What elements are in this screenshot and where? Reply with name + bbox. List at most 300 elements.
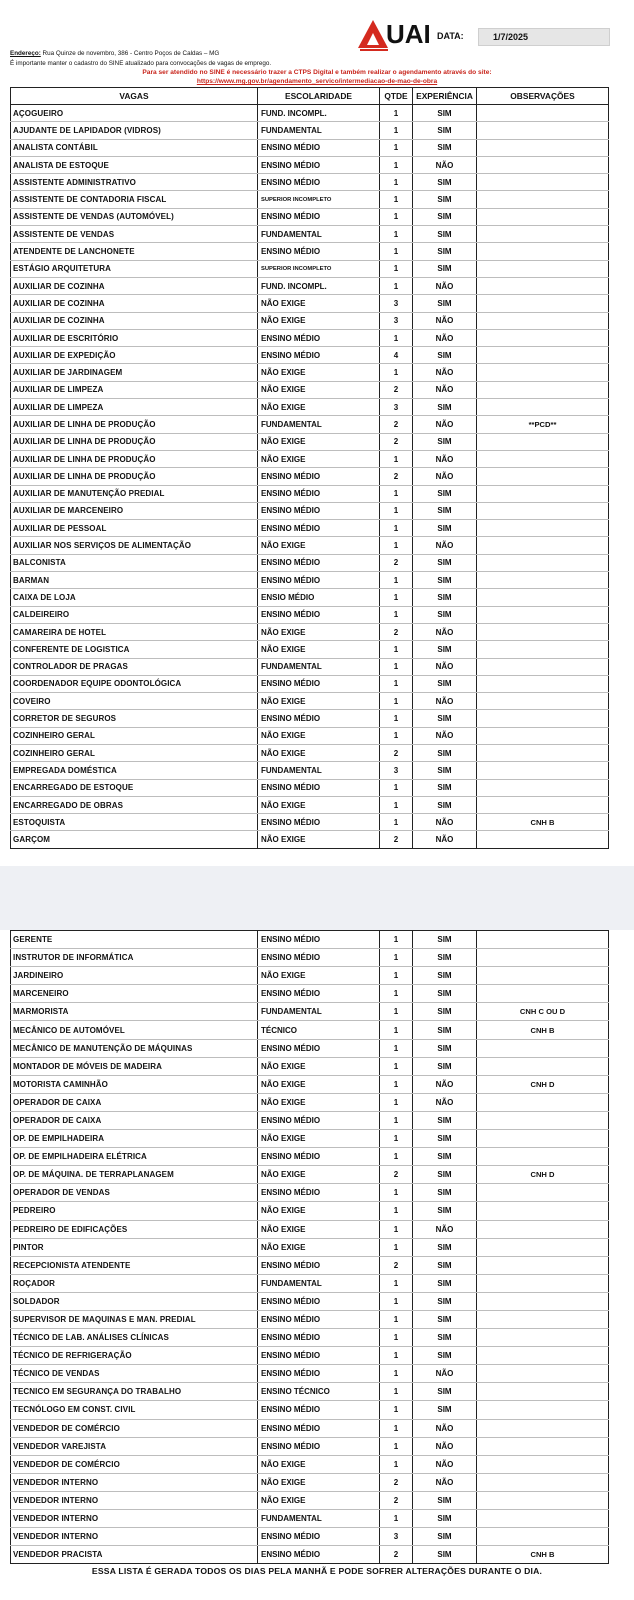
qtde-cell: 1 bbox=[380, 779, 413, 796]
qtde-cell: 1 bbox=[380, 1057, 413, 1075]
escolaridade-cell: ENSINO MÉDIO bbox=[258, 347, 380, 364]
experiencia-cell: SIM bbox=[413, 243, 477, 260]
escolaridade-cell: SUPERIOR INCOMPLETO bbox=[258, 260, 380, 277]
escolaridade-cell: NÃO EXIGE bbox=[258, 1057, 380, 1075]
address-text: Rua Quinze de novembro, 386 - Centro Poços de Caldas – MG bbox=[40, 50, 220, 57]
observacoes-cell bbox=[477, 295, 609, 312]
observacoes-cell bbox=[477, 931, 609, 949]
experiencia-cell: NÃO bbox=[413, 277, 477, 294]
escolaridade-cell: ENSINO MÉDIO bbox=[258, 572, 380, 589]
observacoes-cell bbox=[477, 1365, 609, 1383]
observacoes-cell bbox=[477, 1347, 609, 1365]
escolaridade-cell: ENSINO MÉDIO bbox=[258, 208, 380, 225]
escolaridade-cell: ENSINO TÉCNICO bbox=[258, 1383, 380, 1401]
escolaridade-cell: NÃO EXIGE bbox=[258, 1075, 380, 1093]
vaga-cell: ROÇADOR bbox=[11, 1274, 258, 1292]
table-row bbox=[11, 105, 609, 122]
table-row bbox=[11, 1093, 609, 1111]
vaga-cell: MONTADOR DE MÓVEIS DE MADEIRA bbox=[11, 1057, 258, 1075]
observacoes-cell bbox=[477, 139, 609, 156]
observacoes-cell bbox=[477, 364, 609, 381]
table-row bbox=[11, 572, 609, 589]
table-row bbox=[11, 243, 609, 260]
vaga-cell: VENDEDOR INTERNO bbox=[11, 1473, 258, 1491]
experiencia-cell: SIM bbox=[413, 744, 477, 761]
qtde-cell: 1 bbox=[380, 1510, 413, 1528]
experiencia-cell: SIM bbox=[413, 208, 477, 225]
observacoes-cell bbox=[477, 485, 609, 502]
vaga-cell: OPERADOR DE VENDAS bbox=[11, 1184, 258, 1202]
experiencia-cell: SIM bbox=[413, 433, 477, 450]
vaga-cell: OP. DE EMPILHADEIRA bbox=[11, 1130, 258, 1148]
vaga-cell: AJUDANTE DE LAPIDADOR (VIDROS) bbox=[11, 122, 258, 139]
qtde-cell: 3 bbox=[380, 762, 413, 779]
qtde-cell: 1 bbox=[380, 1202, 413, 1220]
qtde-cell: 1 bbox=[380, 710, 413, 727]
table-row bbox=[11, 502, 609, 519]
escolaridade-cell: ENSINO MÉDIO bbox=[258, 139, 380, 156]
escolaridade-cell: ENSINO MÉDIO bbox=[258, 174, 380, 191]
qtde-cell: 1 bbox=[380, 122, 413, 139]
table-row bbox=[11, 260, 609, 277]
escolaridade-cell: FUNDAMENTAL bbox=[258, 416, 380, 433]
qtde-cell: 3 bbox=[380, 399, 413, 416]
observacoes-cell bbox=[477, 1383, 609, 1401]
qtde-cell: 1 bbox=[380, 814, 413, 831]
vagas-table-1 bbox=[10, 87, 609, 849]
vaga-cell: AUXILIAR DE ESCRITÓRIO bbox=[11, 329, 258, 346]
qtde-cell: 1 bbox=[380, 1111, 413, 1129]
experiencia-cell: NÃO bbox=[413, 658, 477, 675]
escolaridade-cell: NÃO EXIGE bbox=[258, 381, 380, 398]
qtde-cell: 1 bbox=[380, 641, 413, 658]
qtde-cell: 3 bbox=[380, 312, 413, 329]
observacoes-cell: CNH B bbox=[477, 1021, 609, 1039]
escolaridade-cell: ENSINO MÉDIO bbox=[258, 156, 380, 173]
experiencia-cell: SIM bbox=[413, 985, 477, 1003]
experiencia-cell: SIM bbox=[413, 1111, 477, 1129]
vaga-cell: TÉCNICO DE LAB. ANÁLISES CLÍNICAS bbox=[11, 1329, 258, 1347]
table-header-row bbox=[11, 88, 609, 105]
table-row bbox=[11, 1473, 609, 1491]
vaga-cell: ASSISTENTE DE CONTADORIA FISCAL bbox=[11, 191, 258, 208]
table-row bbox=[11, 156, 609, 173]
table-row bbox=[11, 1057, 609, 1075]
observacoes-cell bbox=[477, 208, 609, 225]
escolaridade-cell: ENSINO MÉDIO bbox=[258, 1365, 380, 1383]
experiencia-cell: SIM bbox=[413, 606, 477, 623]
vaga-cell: CONFERENTE DE LOGISTICA bbox=[11, 641, 258, 658]
experiencia-cell: SIM bbox=[413, 710, 477, 727]
qtde-cell: 2 bbox=[380, 433, 413, 450]
escolaridade-cell: NÃO EXIGE bbox=[258, 364, 380, 381]
footer-note: ESSA LISTA É GERADA TODOS OS DIAS PELA MANHÃ E PODE SOFRER ALTERAÇÕES DURANTE O DIA. bbox=[91, 1566, 543, 1576]
escolaridade-cell: ENSINO MÉDIO bbox=[258, 1256, 380, 1274]
qtde-cell: 1 bbox=[380, 174, 413, 191]
vaga-cell: TECNÓLOGO EM CONST. CIVIL bbox=[11, 1401, 258, 1419]
vaga-cell: AUXILIAR NOS SERVIÇOS DE ALIMENTAÇÃO bbox=[11, 537, 258, 554]
table-row bbox=[11, 1528, 609, 1546]
qtde-cell: 1 bbox=[380, 1021, 413, 1039]
vaga-cell: EMPREGADA DOMÉSTICA bbox=[11, 762, 258, 779]
table-row bbox=[11, 831, 609, 848]
observacoes-cell bbox=[477, 1437, 609, 1455]
uai-logo bbox=[358, 18, 430, 52]
observacoes-cell bbox=[477, 450, 609, 467]
qtde-cell: 1 bbox=[380, 1148, 413, 1166]
table-row bbox=[11, 381, 609, 398]
table-row bbox=[11, 727, 609, 744]
table-row bbox=[11, 468, 609, 485]
table-row bbox=[11, 1256, 609, 1274]
qtde-cell: 1 bbox=[380, 1365, 413, 1383]
experiencia-cell: NÃO bbox=[413, 156, 477, 173]
vagas-table-2 bbox=[10, 930, 609, 1564]
vaga-cell: BALCONISTA bbox=[11, 554, 258, 571]
table-row bbox=[11, 589, 609, 606]
escolaridade-cell: NÃO EXIGE bbox=[258, 1491, 380, 1509]
table-row bbox=[11, 1292, 609, 1310]
vaga-cell: AUXILIAR DE MARCENEIRO bbox=[11, 502, 258, 519]
escolaridade-cell: NÃO EXIGE bbox=[258, 1238, 380, 1256]
experiencia-cell: SIM bbox=[413, 1292, 477, 1310]
experiencia-cell: NÃO bbox=[413, 468, 477, 485]
qtde-cell: 2 bbox=[380, 1256, 413, 1274]
qtde-cell: 1 bbox=[380, 967, 413, 985]
qtde-cell: 1 bbox=[380, 1003, 413, 1021]
qtde-cell: 1 bbox=[380, 208, 413, 225]
vaga-cell: RECEPCIONISTA ATENDENTE bbox=[11, 1256, 258, 1274]
table-row bbox=[11, 191, 609, 208]
observacoes-cell bbox=[477, 243, 609, 260]
qtde-cell: 1 bbox=[380, 502, 413, 519]
table-row bbox=[11, 796, 609, 813]
experiencia-cell: SIM bbox=[413, 191, 477, 208]
experiencia-cell: NÃO bbox=[413, 537, 477, 554]
vaga-cell: VENDEDOR DE COMÉRCIO bbox=[11, 1455, 258, 1473]
qtde-cell: 1 bbox=[380, 1310, 413, 1328]
escolaridade-cell: ENSINO MÉDIO bbox=[258, 949, 380, 967]
vaga-cell: COORDENADOR EQUIPE ODONTOLÓGICA bbox=[11, 675, 258, 692]
observacoes-cell bbox=[477, 122, 609, 139]
escolaridade-cell: ENSINO MÉDIO bbox=[258, 710, 380, 727]
table-row bbox=[11, 277, 609, 294]
table-row bbox=[11, 122, 609, 139]
observacoes-cell bbox=[477, 1111, 609, 1129]
escolaridade-cell: SUPERIOR INCOMPLETO bbox=[258, 191, 380, 208]
vaga-cell: ENCARREGADO DE OBRAS bbox=[11, 796, 258, 813]
table-row bbox=[11, 208, 609, 225]
qtde-cell: 1 bbox=[380, 1455, 413, 1473]
observacoes-cell bbox=[477, 1310, 609, 1328]
experiencia-cell: NÃO bbox=[413, 1455, 477, 1473]
table-row bbox=[11, 1310, 609, 1328]
observacoes-cell: CNH B bbox=[477, 1546, 609, 1564]
observacoes-cell bbox=[477, 277, 609, 294]
qtde-cell: 1 bbox=[380, 606, 413, 623]
observacoes-cell bbox=[477, 762, 609, 779]
experiencia-cell: SIM bbox=[413, 226, 477, 243]
table-row bbox=[11, 985, 609, 1003]
table-row bbox=[11, 537, 609, 554]
escolaridade-cell: ENSINO MÉDIO bbox=[258, 520, 380, 537]
table-row bbox=[11, 1021, 609, 1039]
escolaridade-cell: ENSINO MÉDIO bbox=[258, 1184, 380, 1202]
vaga-cell: OPERADOR DE CAIXA bbox=[11, 1093, 258, 1111]
vaga-cell: CAIXA DE LOJA bbox=[11, 589, 258, 606]
qtde-cell: 1 bbox=[380, 1274, 413, 1292]
experiencia-cell: SIM bbox=[413, 1238, 477, 1256]
escolaridade-cell: NÃO EXIGE bbox=[258, 693, 380, 710]
table-row bbox=[11, 1546, 609, 1564]
experiencia-cell: NÃO bbox=[413, 329, 477, 346]
table-row bbox=[11, 347, 609, 364]
table-row bbox=[11, 1075, 609, 1093]
col-header-escolaridade: ESCOLARIDADE bbox=[258, 88, 380, 105]
escolaridade-cell: NÃO EXIGE bbox=[258, 1202, 380, 1220]
experiencia-cell: SIM bbox=[413, 931, 477, 949]
experiencia-cell: NÃO bbox=[413, 1437, 477, 1455]
experiencia-cell: SIM bbox=[413, 1401, 477, 1419]
escolaridade-cell: NÃO EXIGE bbox=[258, 433, 380, 450]
vaga-cell: AUXILIAR DE LINHA DE PRODUÇÃO bbox=[11, 416, 258, 433]
escolaridade-cell: ENSINO MÉDIO bbox=[258, 502, 380, 519]
qtde-cell: 1 bbox=[380, 796, 413, 813]
observacoes-cell bbox=[477, 641, 609, 658]
vaga-cell: AUXILIAR DE LINHA DE PRODUÇÃO bbox=[11, 433, 258, 450]
observacoes-cell bbox=[477, 1329, 609, 1347]
observacoes-cell bbox=[477, 1130, 609, 1148]
table-row bbox=[11, 1184, 609, 1202]
experiencia-cell: SIM bbox=[413, 1329, 477, 1347]
escolaridade-cell: ENSINO MÉDIO bbox=[258, 779, 380, 796]
observacoes-cell bbox=[477, 572, 609, 589]
observacoes-cell bbox=[477, 744, 609, 761]
escolaridade-cell: NÃO EXIGE bbox=[258, 450, 380, 467]
qtde-cell: 1 bbox=[380, 727, 413, 744]
vaga-cell: TECNICO EM SEGURANÇA DO TRABALHO bbox=[11, 1383, 258, 1401]
observacoes-cell bbox=[477, 1148, 609, 1166]
table-row bbox=[11, 1238, 609, 1256]
table-row bbox=[11, 1130, 609, 1148]
observacoes-cell bbox=[477, 949, 609, 967]
vaga-cell: ATENDENTE DE LANCHONETE bbox=[11, 243, 258, 260]
observacoes-cell bbox=[477, 105, 609, 122]
experiencia-cell: SIM bbox=[413, 1491, 477, 1509]
col-header-observacoes: OBSERVAÇÕES bbox=[477, 88, 609, 105]
table-row bbox=[11, 1491, 609, 1509]
escolaridade-cell: FUNDAMENTAL bbox=[258, 226, 380, 243]
observacoes-cell bbox=[477, 623, 609, 640]
vaga-cell: PEDREIRO bbox=[11, 1202, 258, 1220]
table-row bbox=[11, 295, 609, 312]
vaga-cell: COVEIRO bbox=[11, 693, 258, 710]
escolaridade-cell: ENSINO MÉDIO bbox=[258, 1437, 380, 1455]
table-row bbox=[11, 1220, 609, 1238]
vaga-cell: SOLDADOR bbox=[11, 1292, 258, 1310]
qtde-cell: 4 bbox=[380, 347, 413, 364]
experiencia-cell: SIM bbox=[413, 347, 477, 364]
observacoes-cell bbox=[477, 347, 609, 364]
escolaridade-cell: NÃO EXIGE bbox=[258, 295, 380, 312]
experiencia-cell: SIM bbox=[413, 762, 477, 779]
observacoes-cell bbox=[477, 1184, 609, 1202]
qtde-cell: 1 bbox=[380, 277, 413, 294]
experiencia-cell: SIM bbox=[413, 520, 477, 537]
table-row bbox=[11, 693, 609, 710]
observacoes-cell bbox=[477, 1238, 609, 1256]
qtde-cell: 1 bbox=[380, 1292, 413, 1310]
vaga-cell: ESTÁGIO ARQUITETURA bbox=[11, 260, 258, 277]
observacoes-cell bbox=[477, 468, 609, 485]
escolaridade-cell: FUND. INCOMPL. bbox=[258, 105, 380, 122]
escolaridade-cell: NÃO EXIGE bbox=[258, 796, 380, 813]
observacoes-cell bbox=[477, 727, 609, 744]
vaga-cell: TÉCNICO DE REFRIGERAÇÃO bbox=[11, 1347, 258, 1365]
vaga-cell: OP. DE MÁQUINA. DE TERRAPLANAGEM bbox=[11, 1166, 258, 1184]
qtde-cell: 1 bbox=[380, 1401, 413, 1419]
observacoes-cell bbox=[477, 1274, 609, 1292]
experiencia-cell: SIM bbox=[413, 1310, 477, 1328]
qtde-cell: 2 bbox=[380, 744, 413, 761]
observacoes-cell bbox=[477, 589, 609, 606]
qtde-cell: 1 bbox=[380, 139, 413, 156]
observacoes-cell bbox=[477, 967, 609, 985]
observacoes-cell bbox=[477, 329, 609, 346]
experiencia-cell: NÃO bbox=[413, 312, 477, 329]
vaga-cell: MECÂNICO DE MANUTENÇÃO DE MÁQUINAS bbox=[11, 1039, 258, 1057]
address-label: Endereço: bbox=[10, 50, 41, 57]
date-label: DATA: bbox=[437, 31, 464, 41]
qtde-cell: 1 bbox=[380, 658, 413, 675]
vaga-cell: MOTORISTA CAMINHÃO bbox=[11, 1075, 258, 1093]
vaga-cell: AUXILIAR DE LIMPEZA bbox=[11, 399, 258, 416]
escolaridade-cell: NÃO EXIGE bbox=[258, 641, 380, 658]
qtde-cell: 3 bbox=[380, 1528, 413, 1546]
qtde-cell: 1 bbox=[380, 589, 413, 606]
escolaridade-cell: ENSINO MÉDIO bbox=[258, 931, 380, 949]
qtde-cell: 1 bbox=[380, 105, 413, 122]
vaga-cell: ASSISTENTE DE VENDAS (AUTOMÓVEL) bbox=[11, 208, 258, 225]
experiencia-cell: NÃO bbox=[413, 1220, 477, 1238]
experiencia-cell: SIM bbox=[413, 1021, 477, 1039]
vaga-cell: COZINHEIRO GERAL bbox=[11, 727, 258, 744]
escolaridade-cell: FUNDAMENTAL bbox=[258, 1003, 380, 1021]
escolaridade-cell: ENSINO MÉDIO bbox=[258, 1329, 380, 1347]
table-row bbox=[11, 1510, 609, 1528]
table-row bbox=[11, 226, 609, 243]
table-row bbox=[11, 1148, 609, 1166]
experiencia-cell: SIM bbox=[413, 174, 477, 191]
table-row bbox=[11, 623, 609, 640]
table-row bbox=[11, 814, 609, 831]
experiencia-cell: NÃO bbox=[413, 1473, 477, 1491]
qtde-cell: 2 bbox=[380, 1166, 413, 1184]
agendamento-link[interactable]: https://www.mg.gov.br/agendamento_servico/intermediacao-de-mao-de-obra bbox=[196, 78, 438, 85]
observacoes-cell bbox=[477, 381, 609, 398]
observacoes-cell bbox=[477, 710, 609, 727]
table-row bbox=[11, 675, 609, 692]
vaga-cell: AUXILIAR DE LIMPEZA bbox=[11, 381, 258, 398]
vaga-cell: CORRETOR DE SEGUROS bbox=[11, 710, 258, 727]
observacoes-cell bbox=[477, 1401, 609, 1419]
address-line bbox=[10, 50, 219, 57]
vaga-cell: AÇOGUEIRO bbox=[11, 105, 258, 122]
experiencia-cell: SIM bbox=[413, 105, 477, 122]
table-row bbox=[11, 312, 609, 329]
observacoes-cell bbox=[477, 675, 609, 692]
logo-text: UAI bbox=[386, 19, 431, 49]
vaga-cell: ESTOQUISTA bbox=[11, 814, 258, 831]
observacoes-cell bbox=[477, 1093, 609, 1111]
experiencia-cell: SIM bbox=[413, 796, 477, 813]
observacoes-cell bbox=[477, 1220, 609, 1238]
escolaridade-cell: NÃO EXIGE bbox=[258, 1455, 380, 1473]
qtde-cell: 1 bbox=[380, 1419, 413, 1437]
col-header-experiencia: EXPERIÊNCIA bbox=[413, 88, 477, 105]
experiencia-cell: SIM bbox=[413, 1166, 477, 1184]
experiencia-cell: NÃO bbox=[413, 416, 477, 433]
observacoes-cell: CNH D bbox=[477, 1075, 609, 1093]
vaga-cell: AUXILIAR DE COZINHA bbox=[11, 312, 258, 329]
table-row bbox=[11, 1166, 609, 1184]
qtde-cell: 1 bbox=[380, 1329, 413, 1347]
document-page-2 bbox=[0, 930, 634, 1600]
experiencia-cell: SIM bbox=[413, 641, 477, 658]
qtde-cell: 2 bbox=[380, 416, 413, 433]
vaga-cell: AUXILIAR DE COZINHA bbox=[11, 295, 258, 312]
vaga-cell: ANALISTA DE ESTOQUE bbox=[11, 156, 258, 173]
escolaridade-cell: ENSINO MÉDIO bbox=[258, 675, 380, 692]
qtde-cell: 2 bbox=[380, 1491, 413, 1509]
vaga-cell: MARCENEIRO bbox=[11, 985, 258, 1003]
vaga-cell: CONTROLADOR DE PRAGAS bbox=[11, 658, 258, 675]
observacoes-cell bbox=[477, 1491, 609, 1509]
table-row bbox=[11, 139, 609, 156]
table-row bbox=[11, 710, 609, 727]
table-row bbox=[11, 1437, 609, 1455]
qtde-cell: 2 bbox=[380, 1546, 413, 1564]
observacoes-cell bbox=[477, 1202, 609, 1220]
observacoes-cell bbox=[477, 796, 609, 813]
experiencia-cell: SIM bbox=[413, 572, 477, 589]
experiencia-cell: SIM bbox=[413, 1546, 477, 1564]
table-row bbox=[11, 641, 609, 658]
qtde-cell: 1 bbox=[380, 329, 413, 346]
table-row bbox=[11, 949, 609, 967]
experiencia-cell: NÃO bbox=[413, 1365, 477, 1383]
observacoes-cell bbox=[477, 502, 609, 519]
experiencia-cell: SIM bbox=[413, 1528, 477, 1546]
observacoes-cell bbox=[477, 399, 609, 416]
vaga-cell: ASSISTENTE DE VENDAS bbox=[11, 226, 258, 243]
escolaridade-cell: FUNDAMENTAL bbox=[258, 122, 380, 139]
observacoes-cell: CNH B bbox=[477, 814, 609, 831]
table-row bbox=[11, 1274, 609, 1292]
experiencia-cell: SIM bbox=[413, 502, 477, 519]
experiencia-cell: NÃO bbox=[413, 814, 477, 831]
qtde-cell: 1 bbox=[380, 1238, 413, 1256]
escolaridade-cell: ENSINO MÉDIO bbox=[258, 1310, 380, 1328]
escolaridade-cell: ENSINO MÉDIO bbox=[258, 606, 380, 623]
observacoes-cell bbox=[477, 312, 609, 329]
experiencia-cell: SIM bbox=[413, 1383, 477, 1401]
observacoes-cell bbox=[477, 1292, 609, 1310]
qtde-cell: 1 bbox=[380, 1039, 413, 1057]
escolaridade-cell: ENSINO MÉDIO bbox=[258, 1039, 380, 1057]
escolaridade-cell: NÃO EXIGE bbox=[258, 312, 380, 329]
observacoes-cell bbox=[477, 156, 609, 173]
